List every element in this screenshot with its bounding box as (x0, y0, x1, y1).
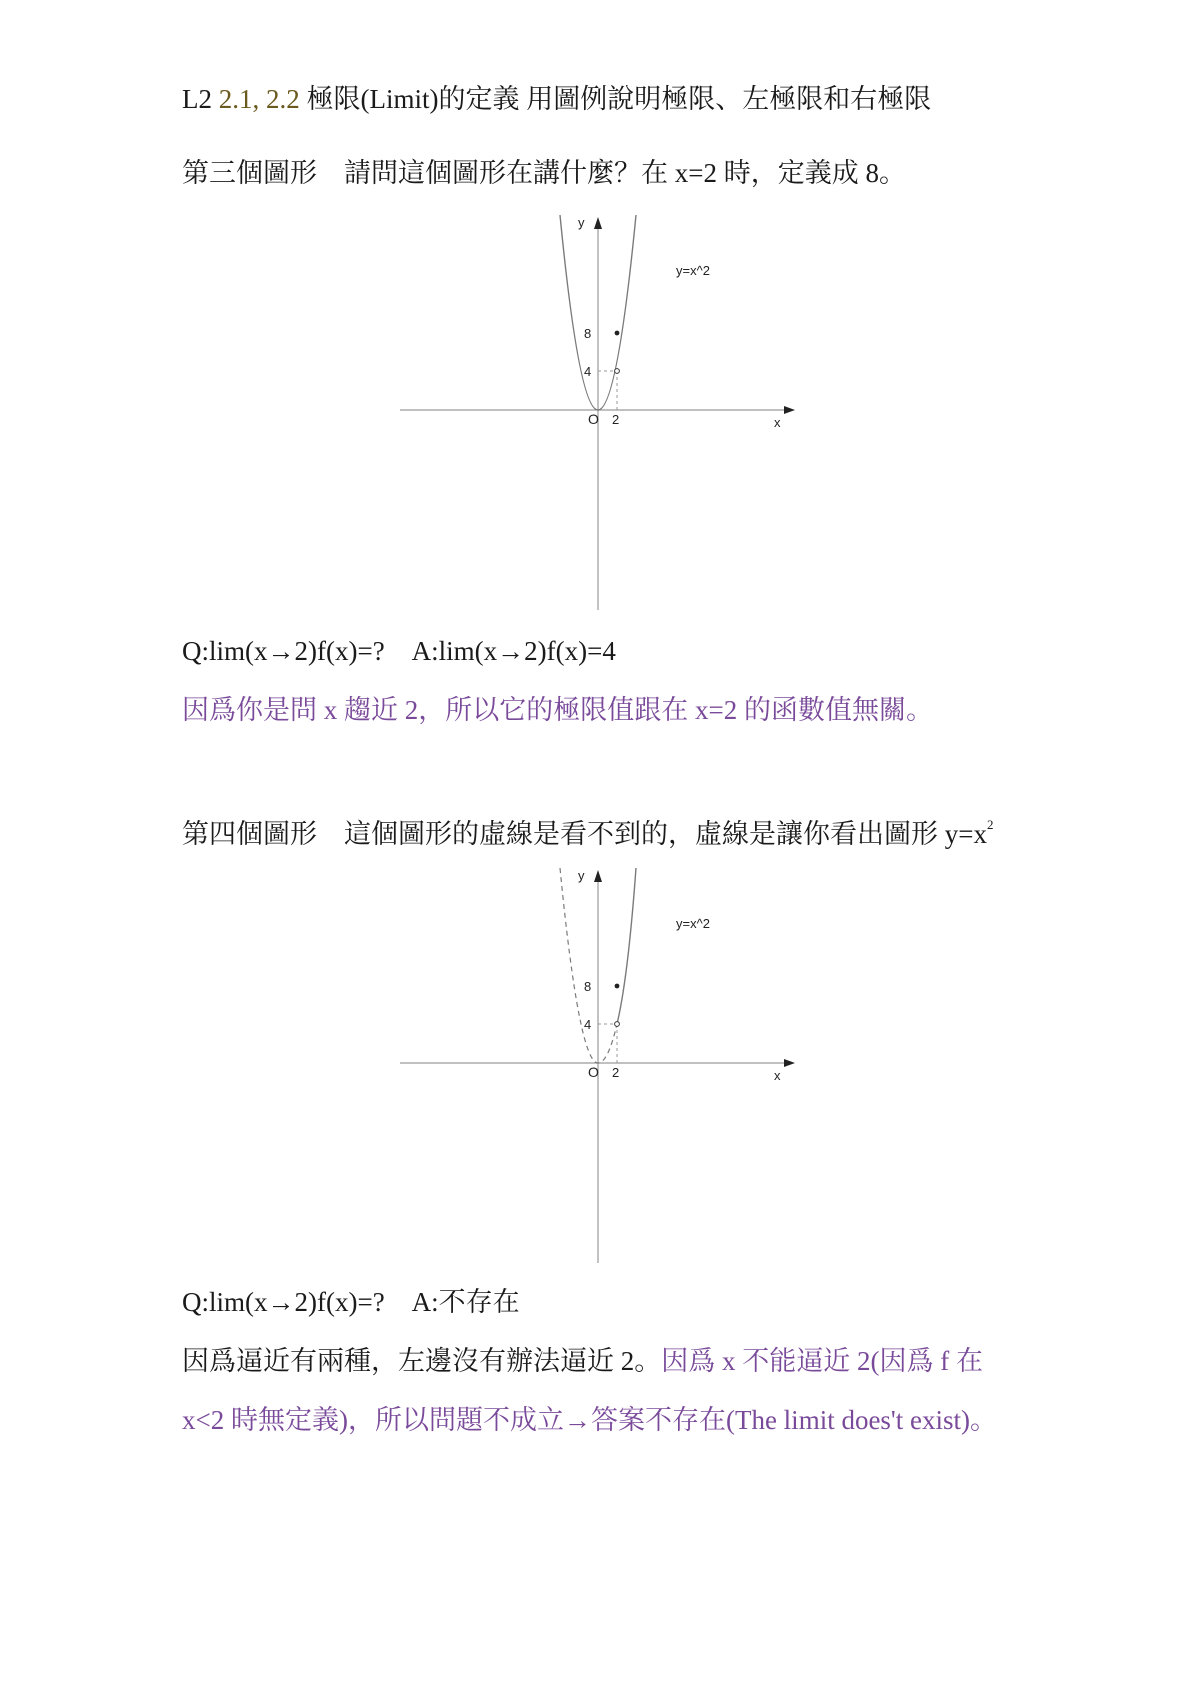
figure3-plot (400, 215, 800, 615)
open-circle-point (615, 369, 620, 374)
x-axis-label: x (774, 1068, 781, 1083)
y-axis-label: y (578, 868, 585, 883)
heading-sections: 2.1, 2.2 (218, 84, 300, 114)
y-tick-8: 8 (584, 326, 592, 341)
x-tick-label: 2 (612, 1065, 620, 1080)
y-tick-4: 4 (584, 364, 592, 379)
figure4-explanation-line1 (182, 1344, 983, 1378)
origin-label: O (588, 411, 599, 427)
figure3-explanation: 因爲你是問 x 趨近 2，所以它的極限值跟在 x=2 的函數值無關。 (182, 695, 933, 725)
curve-label: y=x^2 (676, 263, 710, 278)
figure3-graph (400, 215, 800, 615)
x-tick-label: 2 (612, 412, 620, 427)
x-axis-arrow-icon (784, 406, 795, 414)
figure4-explanation-black: 因爲逼近有兩種，左邊沒有辦法逼近 2。 (182, 1346, 662, 1376)
open-circle-point (615, 1022, 620, 1027)
y-tick-4: 4 (584, 1017, 592, 1032)
defined-point (615, 331, 620, 336)
figure4-plot (400, 868, 800, 1268)
figure4-intro-text: 第四個圖形 這個圖形的虛線是看不到的，虛線是讓你看出圖形 y=x (182, 819, 987, 849)
defined-point (615, 984, 620, 989)
figure4-intro-sup: 2 (986, 817, 994, 832)
y-axis-arrow-icon (594, 870, 602, 882)
figure4-intro (182, 808, 993, 851)
figure3-intro: 第三個圖形 請問這個圖形在講什麼？在 x=2 時，定義成 8。 (182, 158, 906, 188)
heading-prefix: L2 (182, 84, 219, 114)
figure3-question: Q:lim(x→2)f(x)=? A:lim(x→2)f(x)=4 (182, 636, 616, 666)
figure4-question: Q:lim(x→2)f(x)=? A:不存在 (182, 1287, 520, 1317)
figure4-graph (400, 868, 800, 1268)
heading-title: 極限(Limit)的定義 用圖例說明極限、左極限和右極限 (299, 84, 932, 114)
y-axis-label: y (578, 215, 585, 230)
x-axis-label: x (774, 415, 781, 430)
figure4-explanation-purple-1: 因爲 x 不能逼近 2(因爲 f 在 (661, 1346, 983, 1376)
page-heading (182, 82, 931, 116)
curve-label: y=x^2 (676, 916, 710, 931)
parabola-dashed-part (560, 868, 617, 1063)
figure4-explanation-line2: x<2 時無定義)，所以問題不成立→答案不存在(The limit does't exist)。 (182, 1405, 998, 1435)
origin-label: O (588, 1064, 599, 1080)
y-axis-arrow-icon (594, 217, 602, 229)
parabola-solid-part (617, 868, 636, 1024)
y-tick-8: 8 (584, 979, 592, 994)
x-axis-arrow-icon (784, 1059, 795, 1067)
